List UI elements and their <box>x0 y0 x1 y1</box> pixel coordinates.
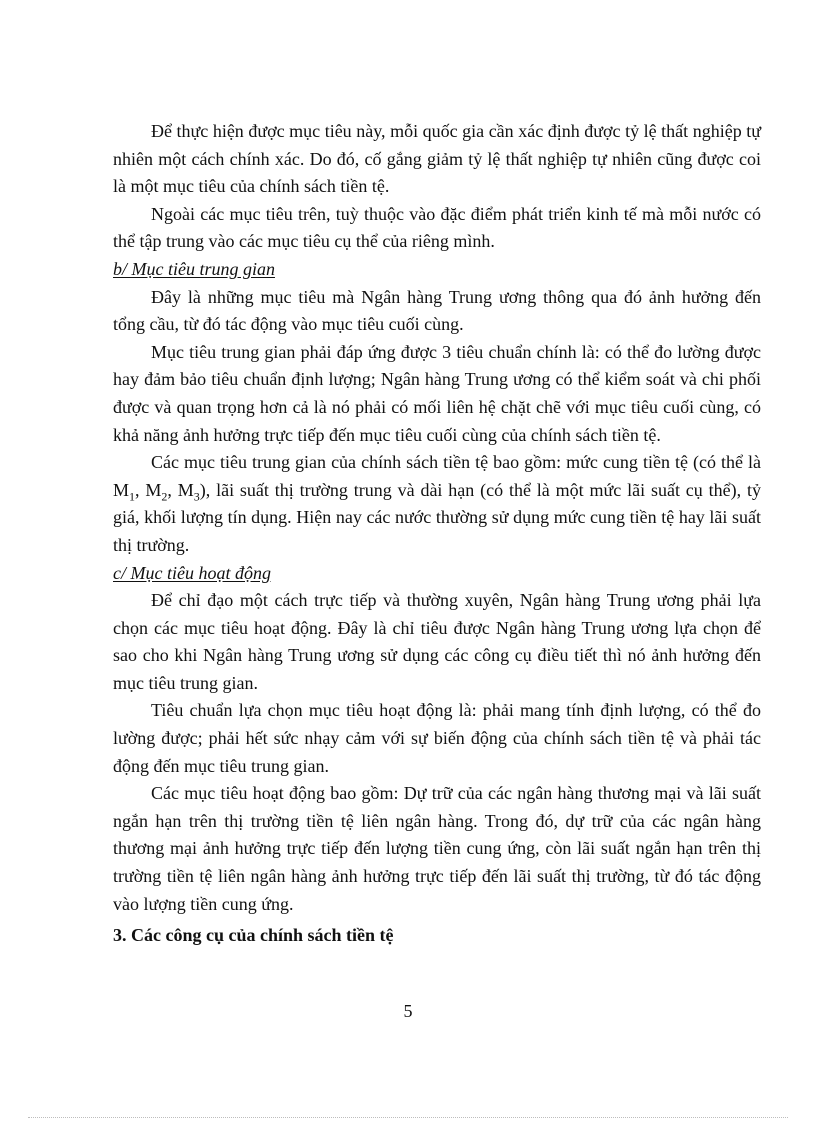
subscript: 1 <box>129 489 136 504</box>
text-run: Các mục tiêu trung gian của chính sách tiền tệ bao gồm: mức cung tiền tệ (có thể là M <box>113 452 761 500</box>
paragraph: Để thực hiện được mục tiêu này, mỗi quốc gia cần xác định được tỷ lệ thất nghiệp tự nhiên một cách chính xác. Do đó, cố gắng giảm tỷ lệ thất nghiệp tự nhiên cũng được coi là một mục tiêu của chính sách tiền tệ. <box>113 121 761 197</box>
section-heading: 3. Các công cụ của chính sách tiền tệ <box>113 925 394 946</box>
paragraph: Tiêu chuẩn lựa chọn mục tiêu hoạt động là: phải mang tính định lượng, có thể đo lường được; phải hết sức nhạy cảm với sự biến động của chính sách tiền tệ và phải tác động đến mục tiêu trung gian. <box>113 700 761 776</box>
document-body <box>113 118 761 950</box>
subscript: 3 <box>193 489 200 504</box>
paragraph: Mục tiêu trung gian phải đáp ứng được 3 tiêu chuẩn chính là: có thể đo lường được hay đảm bảo tiêu chuẩn định lượng; Ngân hàng Trung ương có thể kiểm soát và chi phối được và quan trọng hơn cả là nó phải có mối liên hệ chặt chẽ với mục tiêu cuối cùng, có khả năng ảnh hưởng trực tiếp đến mục tiêu cuối cùng của chính sách tiền tệ. <box>113 341 761 445</box>
paragraph-money-supply <box>113 449 761 559</box>
subheading-operating-targets: c/ Mục tiêu hoạt động <box>113 562 271 583</box>
subheading-intermediate-targets: b/ Mục tiêu trung gian <box>113 258 275 279</box>
subscript: 2 <box>161 489 168 504</box>
paragraph: Để chỉ đạo một cách trực tiếp và thường xuyên, Ngân hàng Trung ương phải lựa chọn các mục tiêu hoạt động. Đây là chỉ tiêu được Ngân hàng Trung ương lựa chọn để sao cho khi Ngân hàng Trung ương sử dụng các công cụ điều tiết thì nó ảnh hưởng đến mục tiêu trung gian. <box>113 590 761 693</box>
page-number: 5 <box>403 1001 413 1021</box>
text-run: ), lãi suất thị trường trung và dài hạn (có thể là một mức lãi suất cụ thể), tỷ giá, khối lượng tín dụng. Hiện nay các nước thường sử dụng mức cung tiền tệ hay lãi suất thị trường. <box>113 479 761 555</box>
paragraph: Đây là những mục tiêu mà Ngân hàng Trung ương thông qua đó ảnh hưởng đến tổng cầu, từ đó tác động vào mục tiêu cuối cùng. <box>113 286 761 335</box>
paragraph: Các mục tiêu hoạt động bao gồm: Dự trữ của các ngân hàng thương mại và lãi suất ngắn hạn trên thị trường tiền tệ liên ngân hàng. Trong đó, dự trữ của các ngân hàng thương mại ảnh hưởng trực tiếp đến lượng tiền cung ứng, còn lãi suất ngắn hạn trên thị trường tiền tệ liên ngân hàng ảnh hưởng trực tiếp đến lãi suất thị trường, từ đó tác động vào lượng tiền cung ứng. <box>113 783 761 914</box>
text-run: , M <box>167 479 194 500</box>
paragraph: Ngoài các mục tiêu trên, tuỳ thuộc vào đặc điểm phát triển kinh tế mà mỗi nước có thể tập trung vào các mục tiêu cụ thể của riêng mình. <box>113 203 761 252</box>
text-run: , M <box>135 479 162 500</box>
page-bottom-divider <box>28 1117 788 1118</box>
